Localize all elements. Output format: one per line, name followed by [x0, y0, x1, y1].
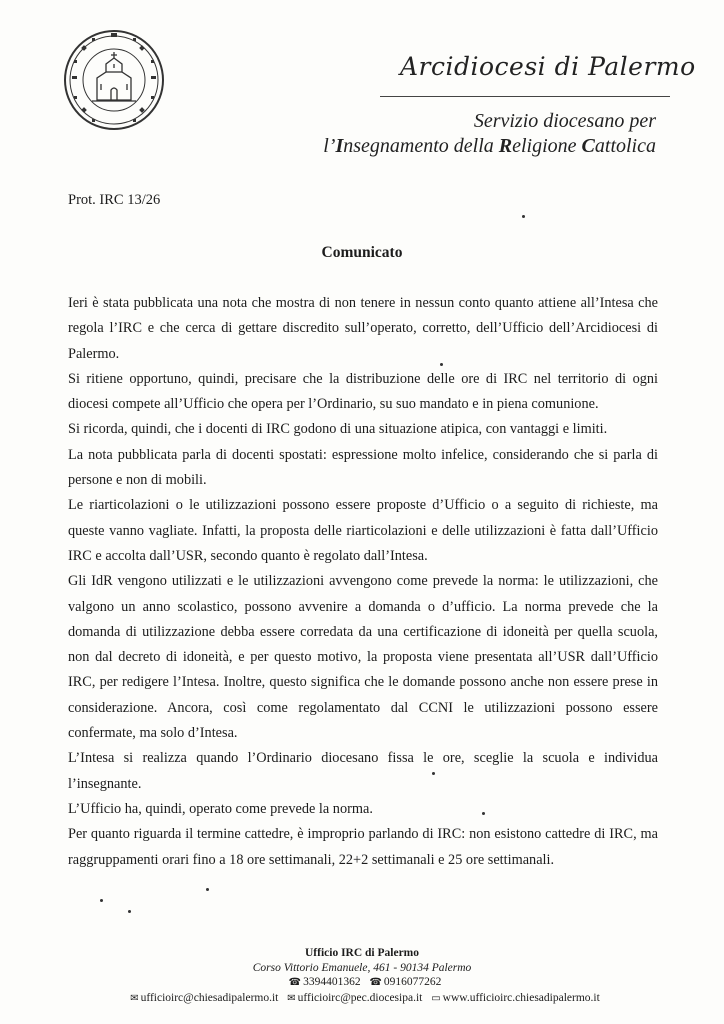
mail-icon: ✉	[287, 992, 296, 1004]
paragraph: Gli IdR vengono utilizzati e le utilizzazioni avvengono come prevede la norma: le utilizzazioni, che valgono un anno scolastico, possono avvenire a domanda o d’ufficio. La norma prevede che la domanda di utilizzazione debba essere corredata da una certificazione di idoneità per quella scuola, non dal decreto di idoneità, e per questo motivo, la proposta viene presentata all’USR dall’Ufficio IRC, per redigere l’Intesa. Inoltre, questo significa che le domande possono anche non essere prese in considerazione. Ancora, così come regolamentato dal CCNI le utilizzazioni possono essere confermate, ma solo d’Intesa.	[68, 573, 658, 742]
service-title-line2	[323, 135, 656, 158]
service-part: attolica	[594, 135, 656, 157]
service-initial-r: R	[498, 135, 513, 157]
footer-contacts	[0, 991, 724, 1007]
paragraph: La nota pubblicata parla di docenti spostati: espressione molto infelice, considerando che si parla di persone e non di mobili.	[68, 446, 658, 489]
archdiocese-name: Arcidiocesi di Palermo	[400, 52, 696, 81]
phone-icon: ☎	[288, 977, 302, 988]
footer-phones	[0, 975, 724, 991]
paragraph: Le riarticolazioni o le utilizzazioni possono essere proposte d’Ufficio o a seguito di richieste, ma queste vanno vagliate. Infatti, la proposta delle riarticolazioni e delle utilizzazioni è fatta dall’Ufficio IRC e accolta dall’USR, secondo quanto è regolato dall’Intesa.	[68, 497, 658, 564]
phone-icon: ☎	[369, 977, 382, 988]
footer-address: Corso Vittorio Emanuele, 461 - 90134 Palermo	[252, 961, 472, 974]
service-part: nsegnamento della	[343, 135, 499, 157]
footer-office-name: Ufficio IRC di Palermo	[304, 947, 420, 959]
monitor-icon: ▭	[431, 992, 441, 1004]
service-part: l’	[323, 135, 336, 157]
footer	[0, 946, 724, 1006]
footer-email-2: ufficioirc@pec.diocesipa.it	[297, 991, 423, 1004]
mail-icon: ✉	[130, 992, 139, 1004]
paragraph: Si ritiene opportuno, quindi, precisare che la distribuzione delle ore di IRC nel territorio di ogni diocesi compete all’Ufficio che opera per l’Ordinario, su suo mandato e in piena comunione.	[68, 370, 658, 413]
footer-website: www.ufficioirc.chiesadipalermo.it	[442, 991, 600, 1004]
service-part: eligione	[512, 135, 582, 157]
document-title: Comunicato	[321, 244, 403, 261]
service-initial-i: I	[335, 135, 344, 157]
footer-phone-1: 3394401362	[303, 976, 361, 988]
footer-email-1: ufficioirc@chiesadipalermo.it	[140, 991, 279, 1004]
paragraph: Per quanto riguarda il termine cattedre, è improprio parlando di IRC: non esistono cattedre di IRC, ma raggruppamenti orari fino a 18 ore settimanali, 22+2 settimanali e 25 ore settimanali.	[68, 826, 658, 868]
paragraph: Si ricorda, quindi, che i docenti di IRC godono di una situazione atipica, con vantaggi e limiti.	[68, 421, 608, 438]
header-divider	[380, 96, 670, 97]
service-initial-c: C	[581, 135, 595, 157]
body-text	[68, 291, 658, 873]
service-title-line1: Servizio diocesano per	[473, 110, 656, 132]
footer-phone-2: 0916077262	[383, 976, 442, 988]
paragraph: L’Ufficio ha, quindi, operato come prevede la norma.	[68, 800, 373, 817]
paragraph: L’Intesa si realizza quando l’Ordinario diocesano fissa le ore, sceglie la scuola e individua l’insegnante.	[68, 750, 658, 792]
protocol-number: Prot. IRC 13/26	[68, 192, 161, 208]
paragraph: Ieri è stata pubblicata una nota che mostra di non tenere in nessun conto quanto attiene all’Intesa che regola l’IRC e che cerca di gettare discredito sull’operato, corretto, dell’Ufficio dell’Arcidiocesi di Palermo.	[68, 295, 658, 362]
diocese-seal-icon	[62, 28, 166, 132]
